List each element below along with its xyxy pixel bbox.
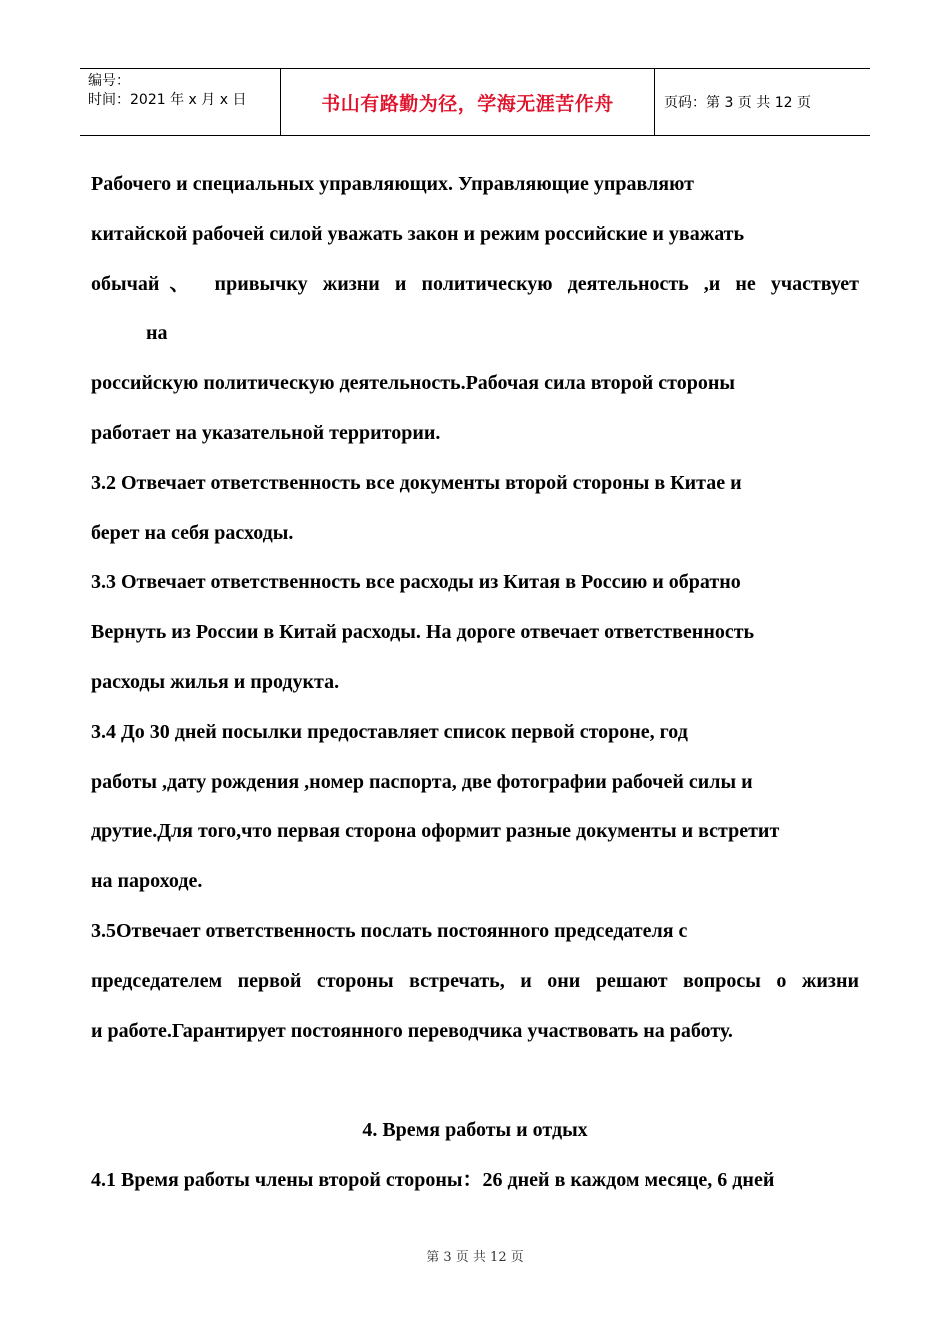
- body-line: и работе.Гарантирует постоянного переводчика участвовать на работу.: [91, 1019, 733, 1042]
- body-line: расходы жилья и продукта.: [91, 670, 340, 693]
- header-page-label: 页码：第 3 页 共 12 页: [664, 95, 811, 111]
- document-date-label: 时间：2021 年 x 月 x 日: [88, 92, 247, 108]
- header-motto: 书山有路勤为径，学海无涯苦作舟: [321, 92, 614, 115]
- body-line: работает на указательной территории.: [91, 421, 441, 444]
- document-header: [80, 68, 870, 136]
- document-body: [91, 160, 859, 1206]
- body-line: 3.3 Отвечает ответственность все расходы из Китая в Россию и обратно: [91, 571, 741, 594]
- header-meta-cell: [80, 69, 281, 135]
- body-line: Вернуть из России в Китай расходы. На дороге отвечает ответственность: [91, 621, 755, 644]
- body-line: на: [146, 322, 168, 345]
- body-line: председателем первой стороны встречать, и они решают вопросы о жизни: [91, 969, 859, 992]
- body-line: на пароходе.: [91, 870, 203, 893]
- body-line: Рабочего и специальных управляющих. Управляющие управляют: [91, 173, 694, 195]
- body-line: друтие.Для того,что первая сторона оформит разные документы и встретит: [91, 820, 780, 843]
- body-line: российскую политическую деятельность.Рабочая сила второй стороны: [91, 372, 735, 395]
- body-line: работы ,дату рождения ,номер паспорта, две фотографии рабочей силы и: [91, 770, 753, 793]
- body-line: китайской рабочей силой уважать закон и режим российские и уважать: [91, 222, 745, 245]
- body-line: 4.1 Время работы члены второй стороны：26 дней в каждом месяце, 6 дней: [91, 1168, 775, 1191]
- body-line: обычай、 привычку жизни и политическую деятельность ,и не участвует: [91, 272, 859, 295]
- body-line: 3.4 До 30 дней посылки предоставляет список первой стороне, год: [91, 720, 688, 743]
- body-line: берет на себя расходы.: [91, 521, 294, 544]
- header-page-cell: [655, 69, 870, 135]
- blank-line: [91, 1056, 859, 1106]
- page-footer: [0, 1246, 950, 1265]
- footer-page-number: 第 3 页 共 12 页: [426, 1250, 524, 1265]
- header-motto-cell: [281, 69, 655, 135]
- body-line: 3.2 Отвечает ответственность все документы второй стороны в Китае и: [91, 471, 742, 494]
- section-heading: 4. Время работы и отдых: [362, 1119, 588, 1142]
- body-line: 3.5Отвечает ответственность послать постоянного председателя с: [91, 919, 688, 942]
- document-number-label: 编号：: [88, 73, 130, 89]
